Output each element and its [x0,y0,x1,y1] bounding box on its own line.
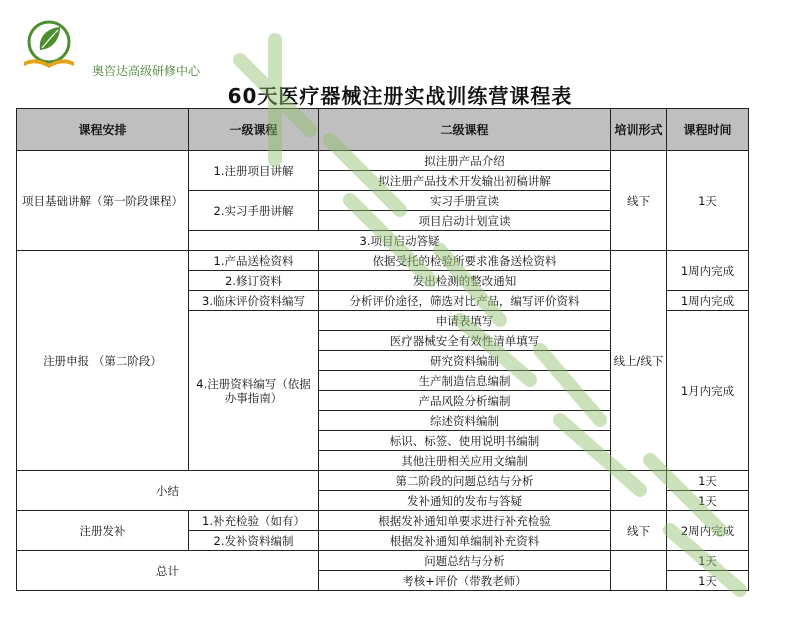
level2-course: 产品风险分析编制 [319,391,611,411]
stage-name: 小结 [17,471,319,511]
course-time: 1天 [667,471,749,491]
stage-name: 注册发补 [17,511,189,551]
level2-course: 项目启动计划宣读 [319,211,611,231]
table-row [17,471,749,491]
level1-course: 3.临床评价资料编写 [189,291,319,311]
level2-course: 考核+评价（带教老师） [319,571,611,591]
course-time: 1周内完成 [667,251,749,291]
level2-course: 发补通知的发布与答疑 [319,491,611,511]
course-time: 2周内完成 [667,511,749,551]
column-header: 一级课程 [189,109,319,151]
table-row [17,151,749,171]
level2-course: 其他注册相关应用文编制 [319,451,611,471]
table-header-row [17,109,749,151]
training-form [611,551,667,591]
level2-course: 分析评价途径，筛选对比产品，编写评价资料 [319,291,611,311]
level2-course: 根据发补通知单编制补充资料 [319,531,611,551]
book-leaf-logo-icon [18,18,80,76]
level2-course: 根据发补通知单要求进行补充检验 [319,511,611,531]
level1-course: 1.补充检验（如有） [189,511,319,531]
training-form: 线下 [611,151,667,251]
stage-name: 项目基础讲解（第一阶段课程） [17,151,189,251]
course-schedule-table [16,108,749,591]
level1-course: 1.产品送检资料 [189,251,319,271]
level2-course: 实习手册宣读 [319,191,611,211]
level2-course: 医疗器械安全有效性清单填写 [319,331,611,351]
level2-course: 第二阶段的问题总结与分析 [319,471,611,491]
level1-course: 4.注册资料编写（依据办事指南） [189,311,319,471]
level2-course: 生产制造信息编制 [319,371,611,391]
org-logo [18,18,238,78]
stage-name: 注册申报 （第二阶段） [17,251,189,471]
org-name: 奥咨达高级研修中心 [92,64,201,78]
column-header: 课程时间 [667,109,749,151]
level2-course: 发出检测的整改通知 [319,271,611,291]
level1-course: 2.发补资料编制 [189,531,319,551]
level1-course: 2.修订资料 [189,271,319,291]
course-time: 1周内完成 [667,291,749,311]
training-form: 线上/线下 [611,251,667,471]
course-time: 1天 [667,151,749,251]
level1-course: 3.项目启动答疑 [189,231,611,251]
level2-course: 依据受托的检验所要求准备送检资料 [319,251,611,271]
column-header: 培训形式 [611,109,667,151]
level1-course: 2.实习手册讲解 [189,191,319,231]
course-time: 1天 [667,571,749,591]
level1-course: 1.注册项目讲解 [189,151,319,191]
table-row [17,251,749,271]
column-header: 课程安排 [17,109,189,151]
training-form [611,471,667,511]
level2-course: 申请表填写 [319,311,611,331]
table-row [17,511,749,531]
course-time: 1月内完成 [667,311,749,471]
column-header: 二级课程 [319,109,611,151]
level2-course: 问题总结与分析 [319,551,611,571]
training-form: 线下 [611,511,667,551]
level2-course: 综述资料编制 [319,411,611,431]
page-title: 60天医疗器械注册实战训练营课程表 [227,84,573,108]
course-time: 1天 [667,551,749,571]
stage-name: 总计 [17,551,319,591]
table-row [17,551,749,571]
level2-course: 拟注册产品介绍 [319,151,611,171]
course-time: 1天 [667,491,749,511]
level2-course: 研究资料编制 [319,351,611,371]
level2-course: 拟注册产品技术开发输出初稿讲解 [319,171,611,191]
level2-course: 标识、标签、使用说明书编制 [319,431,611,451]
